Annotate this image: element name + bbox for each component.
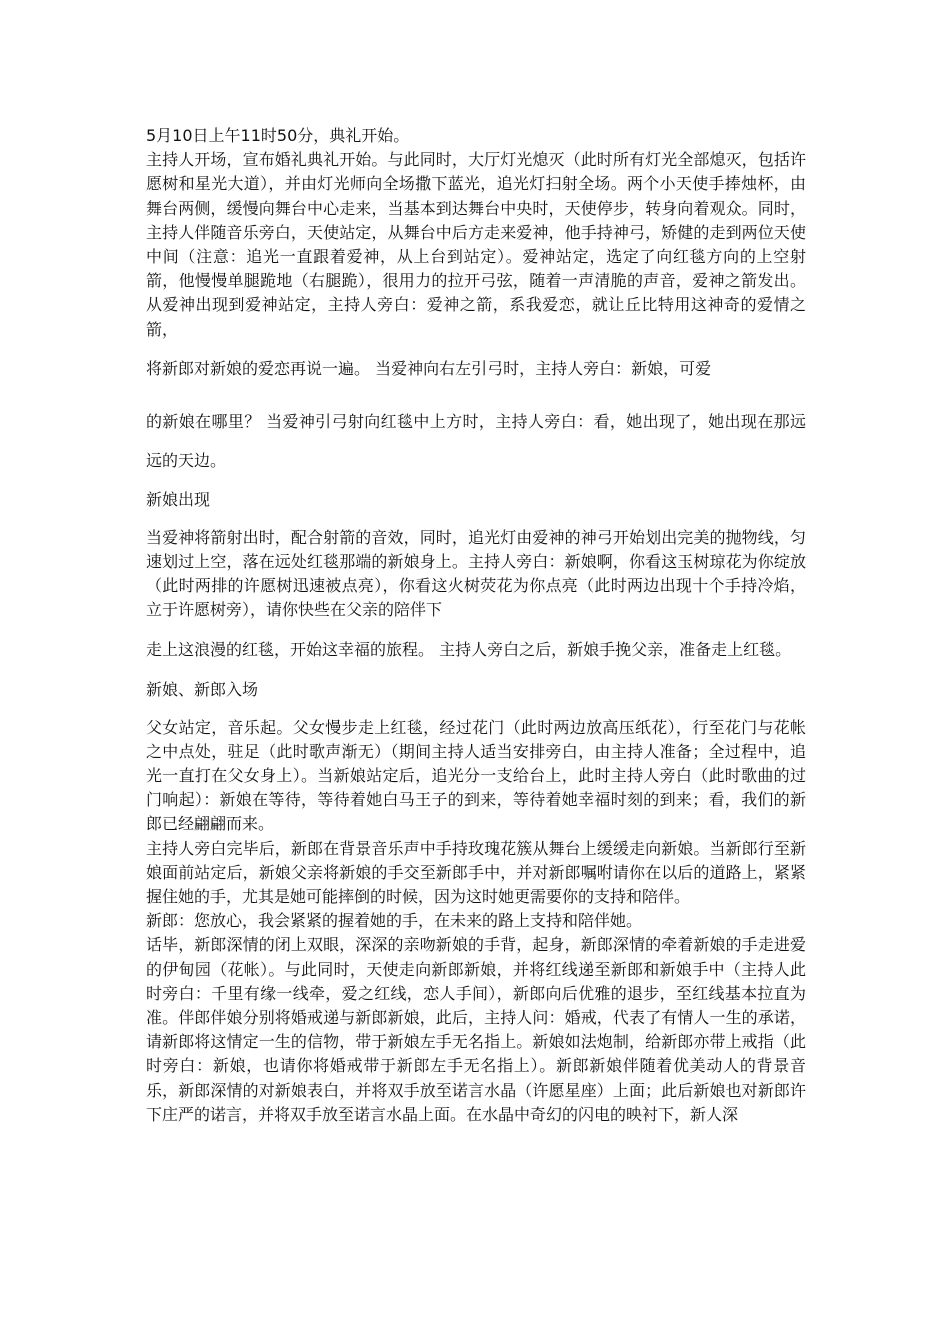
paragraph-start-time: 5月10日上午11时50分，典礼开始。	[146, 126, 410, 145]
paragraph-opening: 主持人开场，宣布婚礼典礼开始。与此同时，大厅灯光熄灭（此时所有灯光全部熄灭，包括许愿树和星光大道），并由灯光师向全场撒下蓝光，追光灯扫射全场。两个小天使手捧烛杯，由舞台两侧，缓慢向舞台中心走来，当基本到达舞台中央时，天使停步，转身向着观众。同时，主持人伴随音乐旁白，天使站定，从舞台中后方走来爱神，他手持神弓，矫健的走到两位天使中间（注意：追光一直跟着爱神，从上台到站定）。爱神站定，选定了向红毯方向的上空射箭，他慢慢单腿跪地（右腿跪），很用力的拉开弓弦，随着一声清脆的声音，爱神之箭发出。从爱神出现到爱神站定，主持人旁白：爱神之箭，系我爱恋，就让丘比特用这神奇的爱情之箭，	[146, 150, 806, 339]
section-heading-entrance: 新娘、新郎入场	[146, 679, 259, 699]
paragraph-groom-promise: 新郎：您放心，我会紧紧的握着她的手，在未来的路上支持和陪伴她。	[146, 911, 643, 931]
paragraph-father-daughter: 父女站定，音乐起。父女慢步走上红毯，经过花门（此时两边放高压纸花），行至花门与花帐之中点处，驻足（此时歌声渐无）（期间主持人适当安排旁白，由主持人准备；全过程中，追光一直打在父女身上）。当新娘站定后，追光分一支给台上，此时主持人旁白（此时歌曲的过门响起）：新娘在等待，等待着她白马王子的到来，等待着她幸福时刻的到来；看，我们的新郎已经翩翩而来。	[146, 717, 806, 834]
paragraph-bride-where: 的新娘在哪里？ 当爱神引弓射向红毯中上方时，主持人旁白：看，她出现了，她出现在那远远的天边。	[146, 411, 806, 470]
paragraph-arrow-shot: 当爱神将箭射出时，配合射箭的音效，同时，追光灯由爱神的神弓开始划出完美的抛物线，匀速划过上空，落在远处红毯那端的新娘身上。主持人旁白：新娘啊，你看这玉树琼花为你绽放（此时两排的许愿树迅速被点亮），你看这火树荧花为你点亮（此时两边出现十个手持冷焰，立于许愿树旁），请你快些在父亲的陪伴下	[146, 527, 806, 620]
paragraph-groom-approaches: 主持人旁白完毕后，新郎在背景音乐声中手持玫瑰花簇从舞台上缓缓走向新娘。当新郎行至新娘面前站定后，新娘父亲将新娘的手交至新郎手中，并对新郎嘱咐请你在以后的道路上，紧紧握住她的手，尤其是她可能摔倒的时候，因为这时她更需要你的支持和陪伴。	[146, 838, 806, 907]
document-page	[146, 124, 806, 1127]
section-heading-bride-appears: 新娘出现	[146, 489, 211, 509]
paragraph-cupid-bow: 将新郎对新娘的爱恋再说一遍。 当爱神向右左引弓时，主持人旁白：新娘，可爱	[146, 358, 712, 378]
paragraph-ring-exchange: 话毕，新郎深情的闭上双眼，深深的亲吻新娘的手背，起身，新郎深情的牵着新娘的手走进爱的伊甸园（花帐）。与此同时，天使走向新郎新娘，并将红线递至新郎和新娘手中（主持人此时旁白：千里有缘一线牵，爱之红线，恋人手间），新郎向后优雅的退步，至红线基本拉直为准。伴郎伴娘分别将婚戒递与新郎新娘，此后，主持人问：婚戒，代表了有情人一生的承诺，请新郎将这情定一生的信物，带于新娘左手无名指上。新娘如法炮制，给新郎亦带上戒指（此时旁白：新娘，也请你将婚戒带于新郎左手无名指上）。新郎新娘伴随着优美动人的背景音乐，新郎深情的对新娘表白，并将双手放至诺言水晶（许愿星座）上面；此后新娘也对新郎许下庄严的诺言，并将双手放至诺言水晶上面。在水晶中奇幻的闪电的映衬下，新人深	[146, 935, 806, 1124]
paragraph-walk-red-carpet: 走上这浪漫的红毯，开始这幸福的旅程。 主持人旁白之后，新娘手挽父亲，准备走上红毯。	[146, 639, 792, 659]
